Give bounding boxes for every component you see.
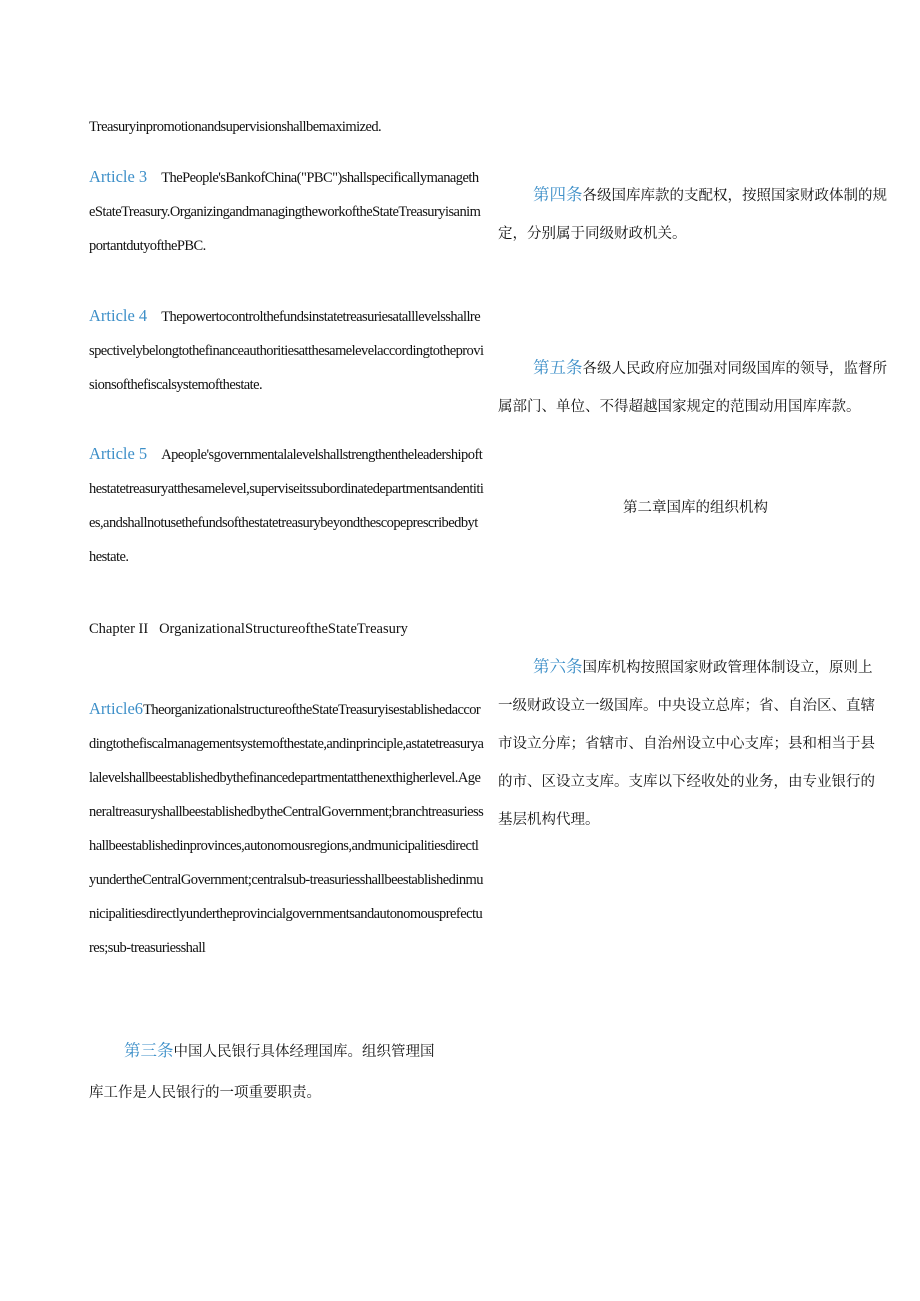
article-4-en — [89, 299, 484, 402]
article-4-zh — [498, 176, 893, 253]
intro-line — [89, 110, 484, 144]
article-6-en — [89, 692, 484, 965]
intro-text: Treasuryinpromotionandsupervisionshallbemaximized. — [89, 119, 382, 135]
article-5-zh-label: 第五条 — [533, 358, 583, 377]
chapter-2-heading-en — [89, 621, 429, 638]
article-3-label: Article 3 — [89, 167, 148, 186]
article-4-text: Thepowertocontrolthefundsinstatetreasuriesatalllevelsshallrespectivelybelongtothefinanceauthoritiesatthesamelevelaccordingtotheprovisionsofthefiscalsystemofthestate. — [89, 309, 484, 393]
chapter-2-label: Chapter II — [89, 621, 149, 637]
article-6-label: Article6 — [89, 699, 144, 718]
article-4-label: Article 4 — [89, 306, 148, 325]
article-3-text: ThePeople'sBankofChina("PBC")shallspecificallymanagetheStateTreasury.OrganizingandmanagingtheworkoftheStateTreasuryisanimportantdutyofthePBC. — [89, 170, 481, 254]
article-3-zh-line2: 库工作是人民银行的一项重要职责。 — [89, 1085, 321, 1101]
article-3-en — [89, 160, 484, 263]
article-5-zh — [498, 349, 893, 426]
article-3-zh-label: 第三条 — [124, 1041, 174, 1060]
chapter-2-heading-zh — [498, 489, 893, 527]
article-4-zh-text: 各级国库库款的支配权，按照国家财政体制的规定，分别属于同级财政机关。 — [498, 188, 887, 242]
chapter-2-zh-title: 第二章国库的组织机构 — [623, 500, 768, 516]
chapter-2-title: OrganizationalStructureoftheStateTreasury — [159, 621, 408, 637]
article-6-zh-text: 国库机构按照国家财政管理体制设立，原则上一级财政设立一级国库。中央设立总库；省、自治区、直辖市设立分库；省辖市、自治州设立中心支库；县和相当于县的市、区设立支库。支库以下经收处的业务，由专业银行的基层机构代理。 — [498, 660, 875, 828]
article-6-text: TheorganizationalstructureoftheStateTreasuryisestablishedaccordingtothefiscalmanagementsystemofthestate,andinprinciple,astatetreasuryalalevelshallbeestablishedbythefinancedepartmentatthenexthigherlevel.AgeneraltreasuryshallbeestablishedbytheCentralGovernment;branchtreasuriesshallbeestablishedinprovinces,autonomousregions,andmunicipalitiesdirectlyundertheCentralGovernment;centralsub-treasuriesshallbeestablishedinmunicipalitiesdirectlyundertheprovincialgovernmentsandautonomousprefectures;sub-treasuriesshall — [89, 702, 484, 956]
article-3-zh-line1: 中国人民银行具体经理国库。组织管理国 — [173, 1044, 435, 1060]
article-5-en — [89, 437, 484, 574]
article-5-label: Article 5 — [89, 444, 148, 463]
article-6-zh-label: 第六条 — [533, 657, 583, 676]
article-5-text: Apeople'sgovernmentalalevelshallstrengthentheleadershipofthestatetreasuryatthesamelevel,superviseitssubordinatedepartmentsandentities,andshallnotusethefundsofthestatetreasurybeyondthescopeprescribedbythestate. — [89, 447, 484, 565]
article-6-zh — [498, 648, 882, 839]
article-3-zh — [124, 1032, 454, 1071]
article-5-zh-text: 各级人民政府应加强对同级国库的领导，监督所属部门、单位、不得超越国家规定的范围动用国库库款。 — [498, 361, 887, 415]
article-3-zh-cont — [89, 1074, 419, 1112]
article-4-zh-label: 第四条 — [533, 185, 583, 204]
